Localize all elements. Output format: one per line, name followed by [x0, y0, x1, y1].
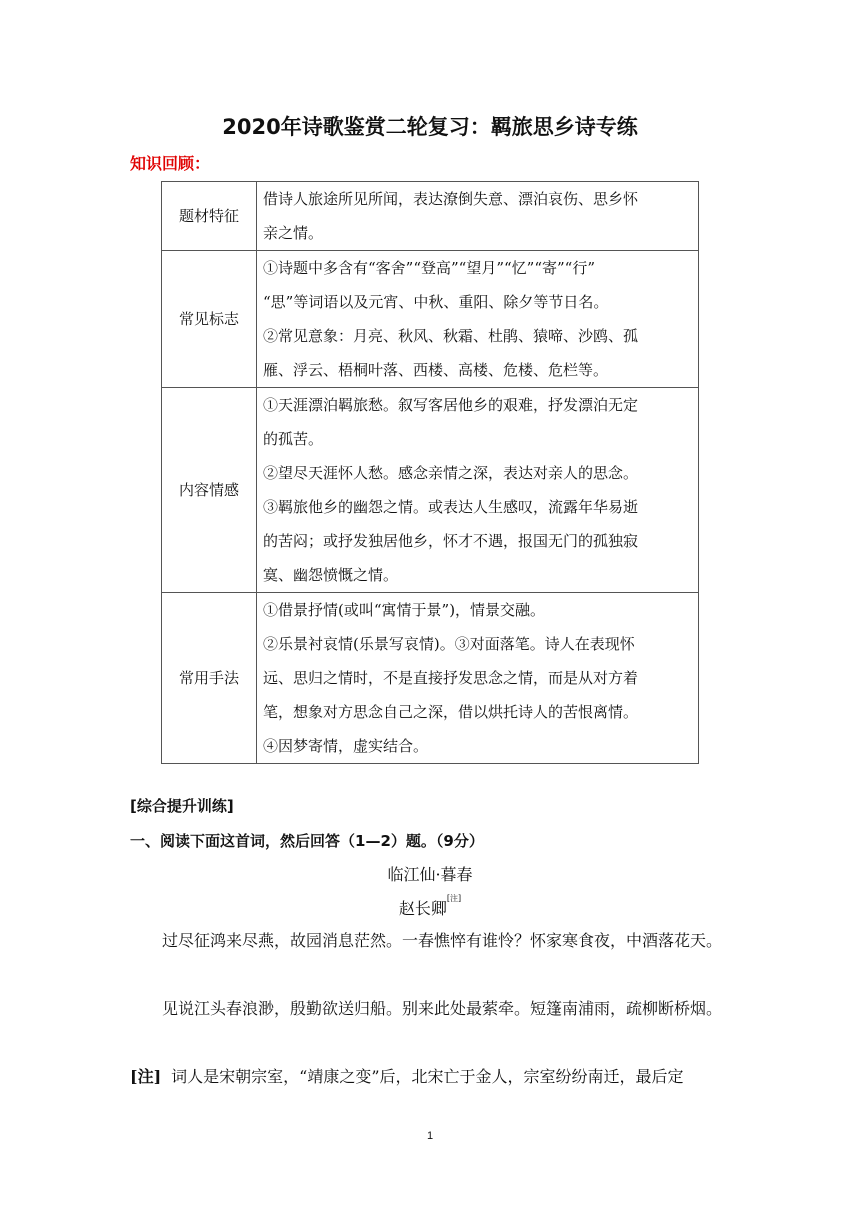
row-content	[257, 593, 699, 764]
row-content	[257, 388, 699, 593]
row-label	[162, 593, 257, 764]
content-line: ④因梦寄情，虚实结合。	[263, 737, 429, 755]
poem-stanza-1: 过尽征鸿来尽燕，故园消息茫然。一春憔悴有谁怜？怀家寒食夜，中酒落花天。	[162, 931, 723, 950]
table-row	[162, 388, 699, 593]
training-heading: [综合提升训练]	[130, 797, 234, 815]
page-number: 1	[426, 1130, 434, 1142]
note-text: 词人是宋朝宗室，“靖康之变”后，北宋亡于金人，宗室纷纷南迁，最后定	[171, 1067, 684, 1086]
poem-title: 临江仙·暮春	[387, 865, 473, 884]
knowledge-review-heading: 知识回顾：	[130, 154, 211, 173]
content-line: ②望尽天涯怀人愁。感念亲情之深，表达对亲人的思念。	[263, 464, 639, 482]
content-line: ③羁旅他乡的幽怨之情。或表达人生感叹，流露年华易逝	[263, 498, 639, 516]
row-label-text: 常见标志	[178, 310, 239, 328]
content-line: 借诗人旅途所见所闻，表达潦倒失意、漂泊哀伤、思乡怀	[263, 190, 639, 208]
note-label: [注]	[130, 1067, 162, 1086]
content-line: 远、思归之情时，不是直接抒发思念之情，而是从对方着	[263, 669, 639, 687]
content-line: 雁、浮云、梧桐叶落、西楼、高楼、危楼、危栏等。	[263, 361, 609, 379]
row-content	[257, 251, 699, 388]
content-line: 的孤苦。	[263, 430, 324, 448]
row-label-text: 题材特征	[178, 207, 239, 225]
poem-author: 赵长卿	[398, 899, 447, 918]
table-row	[162, 251, 699, 388]
page-title: 2020年诗歌鉴赏二轮复习：羁旅思乡诗专练	[222, 115, 638, 139]
content-line: ①诗题中多含有“客舍”“登高”“望月”“忆”“寄”“行”	[263, 259, 596, 277]
poem-stanza-2: 见说江头春浪渺，殷勤欲送归船。别来此处最萦牵。短篷南浦雨，疏柳断桥烟。	[162, 999, 723, 1018]
row-content	[257, 182, 699, 251]
content-line: “思”等词语以及元宵、中秋、重阳、除夕等节日名。	[263, 293, 609, 311]
content-line: 寞、幽怨愤慨之情。	[263, 566, 399, 584]
question-heading: 一、阅读下面这首词，然后回答（1—2）题。（9分）	[130, 832, 484, 850]
row-label	[162, 251, 257, 388]
row-label-text: 常用手法	[178, 669, 239, 687]
content-line: ①天涯漂泊羁旅愁。叙写客居他乡的艰难，抒发漂泊无定	[263, 396, 639, 414]
row-label	[162, 182, 257, 251]
knowledge-table	[161, 181, 699, 764]
table-row	[162, 593, 699, 764]
content-line: ①借景抒情(或叫“寓情于景”)，情景交融。	[263, 601, 546, 619]
content-line: 笔，想象对方思念自己之深，借以烘托诗人的苦恨离情。	[263, 703, 639, 721]
table-row	[162, 182, 699, 251]
poem-note	[130, 1060, 730, 1094]
content-line: 亲之情。	[263, 224, 324, 242]
poem-author-line	[0, 896, 860, 919]
content-line: 的苦闷；或抒发独居他乡，怀才不遇，报国无门的孤独寂	[263, 532, 639, 550]
row-label	[162, 388, 257, 593]
content-line: ②乐景衬哀情(乐景写哀情)。③对面落笔。诗人在表现怀	[263, 635, 635, 653]
content-line: ②常见意象：月亮、秋风、秋霜、杜鹃、猿啼、沙鸥、孤	[263, 327, 639, 345]
row-label-text: 内容情感	[178, 481, 239, 499]
author-note-marker: [注]	[446, 894, 462, 903]
